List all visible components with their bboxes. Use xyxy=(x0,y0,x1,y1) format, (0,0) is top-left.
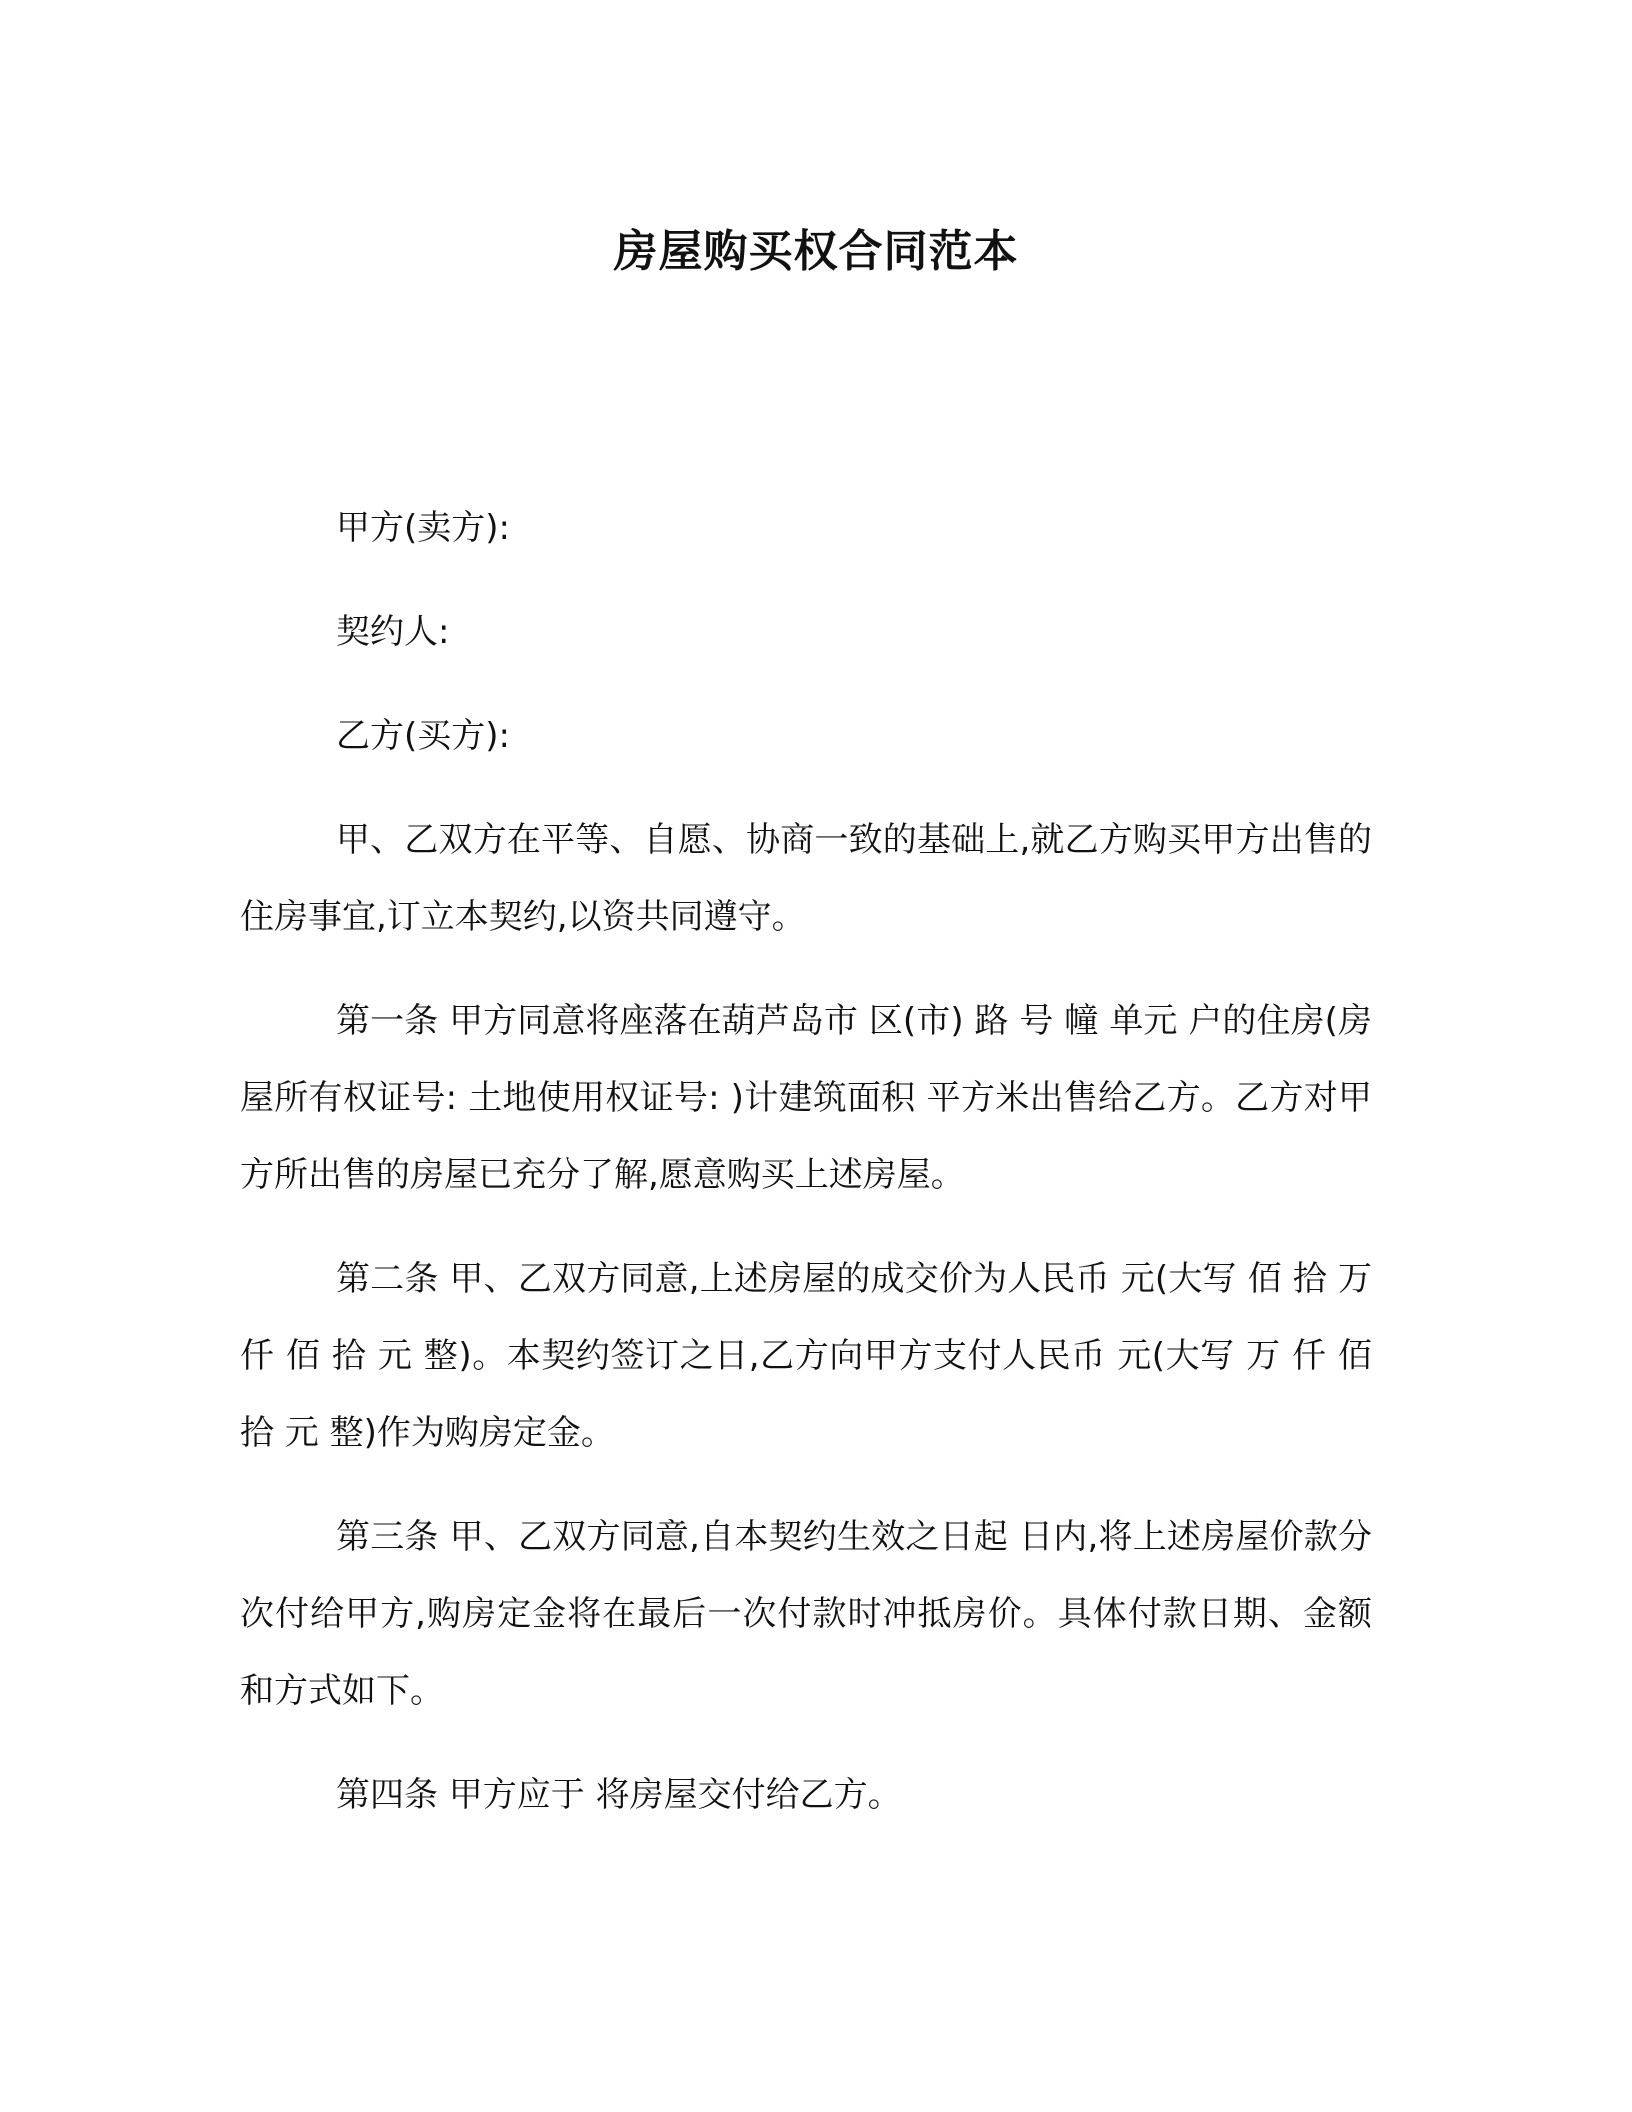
article-4-paragraph: 第四条 甲方应于 将房屋交付给乙方。 xyxy=(336,1775,902,1815)
party-a-field: 甲方(卖方): xyxy=(336,508,510,548)
document-body xyxy=(240,490,1372,1861)
article-2-paragraph: 第二条 甲、乙双方同意,上述房屋的成交价为人民币 元(大写 佰 拾 万 仟 佰 拾 元 整)。本契约签订之日,乙方向甲方支付人民币 元(大写 万 仟 佰 拾 元 整)作为购房定金。 xyxy=(240,1259,1372,1453)
preamble-paragraph: 甲、乙双方在平等、自愿、协商一致的基础上,就乙方购买甲方出售的住房事宜,订立本契约,以资共同遵守。 xyxy=(240,820,1372,937)
contractor-field: 契约人: xyxy=(336,612,450,652)
article-3-paragraph: 第三条 甲、乙双方同意,自本契约生效之日起 日内,将上述房屋价款分 次付给甲方,购房定金将在最后一次付款时冲抵房价。具体付款日期、金额和方式如下。 xyxy=(240,1517,1372,1711)
article-1-paragraph: 第一条 甲方同意将座落在葫芦岛市 区(市) 路 号 幢 单元 户的住房(房屋所有权证号: 土地使用权证号: )计建筑面积 平方米出售给乙方。乙方对甲方所出售的房屋已充分了解,愿意购买上述房屋。 xyxy=(240,1001,1372,1195)
document-title: 房屋购买权合同范本 xyxy=(613,226,1019,277)
party-b-field: 乙方(买方): xyxy=(336,716,510,756)
